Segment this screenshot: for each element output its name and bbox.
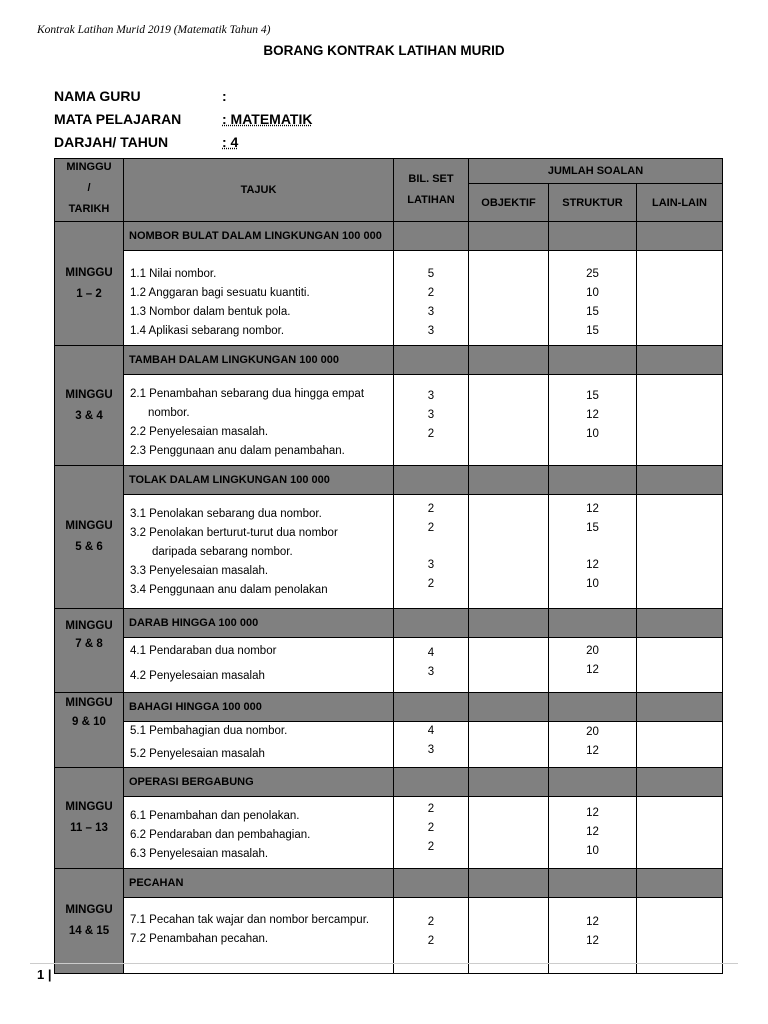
meta-label: DARJAH/ TAHUN — [54, 134, 169, 150]
week-label: MINGGU — [65, 388, 113, 401]
struktur-value: 12 — [586, 409, 599, 421]
struktur-value: 12 — [586, 826, 599, 838]
struktur-value: 12 — [586, 916, 599, 928]
section-body-row — [55, 495, 723, 609]
bil-set-value: 2 — [427, 916, 435, 928]
list-item: 6.3 Penyelesaian masalah. — [130, 848, 269, 860]
bil-set-value: 2 — [427, 822, 435, 834]
bil-set-value: 2 — [427, 935, 435, 947]
struktur-value: 15 — [586, 306, 599, 318]
bil-set-value: 2 — [427, 503, 435, 515]
struktur-value: 15 — [586, 522, 599, 534]
struktur-value: 10 — [586, 845, 599, 857]
bil-set-value: 3 — [427, 325, 435, 337]
objektif-cell — [469, 495, 549, 609]
objektif-cell — [469, 375, 549, 466]
list-item: 3.4 Penggunaan anu dalam penolakan — [130, 584, 328, 596]
struktur-value: 25 — [586, 268, 599, 280]
objektif-cell — [469, 722, 549, 768]
section-header-row — [55, 768, 723, 797]
contract-table — [54, 158, 723, 974]
struktur-values — [549, 495, 637, 609]
section-body-row — [55, 375, 723, 466]
list-item: 1.2 Anggaran bagi sesuatu kuantiti. — [130, 287, 310, 299]
section-body-row — [55, 797, 723, 869]
lain-lain-cell — [637, 251, 723, 346]
subtopic-list — [124, 797, 394, 869]
bil-set-value: 2 — [427, 428, 435, 440]
week-range: 7 & 8 — [75, 638, 103, 650]
struktur-values — [549, 251, 637, 346]
week-cell — [55, 609, 124, 693]
topic-title: OPERASI BERGABUNG — [124, 768, 394, 797]
section-header-row — [55, 609, 723, 638]
topic-title: NOMBOR BULAT DALAM LINGKUNGAN 100 000 — [124, 222, 394, 251]
week-range: 11 – 13 — [70, 822, 108, 834]
week-label: MINGGU — [65, 266, 113, 279]
list-item: 2.3 Penggunaan anu dalam penambahan. — [130, 445, 345, 457]
bil-set-value: 3 — [427, 409, 435, 421]
header-minggu: MINGGU — [66, 161, 112, 173]
struktur-value: 10 — [586, 287, 599, 299]
bil-set-value: 3 — [427, 744, 435, 756]
section-header-row — [55, 346, 723, 375]
subtopic-list — [124, 722, 394, 768]
header-jumlah-soalan: JUMLAH SOALAN — [469, 159, 723, 184]
bil-set-value: 2 — [427, 287, 435, 299]
topic-title: TAMBAH DALAM LINGKUNGAN 100 000 — [124, 346, 394, 375]
list-item: 3.2 Penolakan berturut-turut dua nombor — [130, 527, 338, 539]
bil-set-value: 4 — [427, 647, 435, 659]
section-body-row — [55, 251, 723, 346]
list-item: 1.1 Nilai nombor. — [130, 268, 217, 280]
struktur-value: 20 — [586, 726, 599, 738]
struktur-value: 12 — [586, 559, 599, 571]
list-item: 5.2 Penyelesaian masalah — [130, 748, 265, 760]
struktur-value: 15 — [586, 390, 599, 402]
struktur-value: 10 — [586, 578, 599, 590]
list-item: 4.2 Penyelesaian masalah — [130, 670, 265, 682]
bil-set-value: 5 — [427, 268, 435, 280]
week-label: MINGGU — [65, 620, 113, 632]
bil-set-values — [394, 251, 469, 346]
header-lain-lain: LAIN-LAIN — [637, 184, 723, 222]
struktur-value: 12 — [586, 807, 599, 819]
week-cell — [55, 222, 124, 346]
lain-lain-cell — [637, 722, 723, 768]
struktur-values — [549, 375, 637, 466]
list-item: 6.1 Penambahan dan penolakan. — [130, 810, 300, 822]
week-range: 1 – 2 — [76, 287, 102, 300]
header-tarikh: TARIKH — [68, 203, 110, 215]
week-range: 14 & 15 — [68, 925, 110, 937]
lain-lain-cell — [637, 495, 723, 609]
subtopic-list — [124, 251, 394, 346]
lain-lain-cell — [637, 638, 723, 693]
meta-value: : MATEMATIK — [222, 111, 313, 127]
bil-set-values — [394, 495, 469, 609]
meta-value: : 4 — [222, 134, 239, 150]
list-item: 7.2 Penambahan pecahan. — [130, 933, 269, 945]
bil-set-value: 3 — [427, 559, 435, 571]
page-title: BORANG KONTRAK LATIHAN MURID — [263, 43, 505, 58]
list-item: 2.1 Penambahan sebarang dua hingga empat — [130, 388, 365, 400]
footer-divider — [30, 963, 738, 964]
week-label: MINGGU — [65, 520, 113, 532]
objektif-cell — [469, 251, 549, 346]
bil-set-value: 3 — [427, 306, 435, 318]
week-cell — [55, 768, 124, 869]
header-note: Kontrak Latihan Murid 2019 (Matematik Tahun 4) — [37, 24, 271, 36]
week-cell — [55, 693, 124, 768]
bil-set-value: 2 — [427, 522, 435, 534]
section-header-row — [55, 466, 723, 495]
week-range: 5 & 6 — [75, 541, 103, 553]
page-number: 1 | — [37, 967, 52, 982]
section-header-row — [55, 222, 723, 251]
bil-set-value: 2 — [427, 841, 435, 853]
bil-set-values — [394, 375, 469, 466]
objektif-cell — [469, 797, 549, 869]
week-label: MINGGU — [65, 697, 113, 709]
struktur-value: 12 — [586, 745, 599, 757]
week-range: 3 & 4 — [75, 409, 103, 422]
header-struktur: STRUKTUR — [549, 184, 637, 222]
header-slash: / — [87, 182, 91, 194]
bil-set-values — [394, 722, 469, 768]
meta-value: : — [222, 88, 227, 104]
list-item: 5.1 Pembahagian dua nombor. — [130, 725, 288, 737]
meta-label: NAMA GURU — [54, 88, 141, 104]
bil-set-value: 3 — [427, 390, 435, 402]
header-objektif: OBJEKTIF — [469, 184, 549, 222]
list-item: 2.2 Penyelesaian masalah. — [130, 426, 269, 438]
struktur-value: 12 — [586, 664, 599, 676]
week-cell — [55, 869, 124, 974]
meta-label: MATA PELAJARAN — [54, 111, 182, 127]
header-bil-set — [394, 159, 469, 222]
section-body-row — [55, 638, 723, 693]
header-minggu-tarikh — [55, 159, 124, 222]
struktur-value: 20 — [586, 645, 599, 657]
section-header-row — [55, 693, 723, 722]
struktur-values — [549, 638, 637, 693]
struktur-value: 12 — [586, 503, 599, 515]
bil-set-value: 2 — [427, 578, 435, 590]
lain-lain-cell — [637, 797, 723, 869]
struktur-value: 10 — [586, 428, 599, 440]
list-item: 6.2 Pendaraban dan pembahagian. — [130, 829, 311, 841]
week-cell — [55, 346, 124, 466]
bil-set-values — [394, 638, 469, 693]
subtopic-list — [124, 638, 394, 693]
list-item: 3.1 Penolakan sebarang dua nombor. — [130, 508, 322, 520]
subtopic-list — [124, 375, 394, 466]
list-item: 1.4 Aplikasi sebarang nombor. — [130, 325, 285, 337]
week-label: MINGGU — [65, 801, 113, 813]
bil-set-value: 3 — [427, 666, 435, 678]
header-bil-set-line2: LATIHAN — [407, 194, 455, 206]
section-body-row — [55, 722, 723, 768]
header-tajuk: TAJUK — [124, 159, 394, 222]
bil-set-values — [394, 797, 469, 869]
topic-title: BAHAGI HINGGA 100 000 — [124, 693, 394, 722]
objektif-cell — [469, 638, 549, 693]
table-header-row — [55, 159, 723, 184]
bil-set-value: 2 — [427, 803, 435, 815]
struktur-value: 15 — [586, 325, 599, 337]
week-label: MINGGU — [65, 904, 113, 916]
list-item: daripada sebarang nombor. — [152, 546, 293, 558]
topic-title: PECAHAN — [124, 869, 394, 898]
list-item: nombor. — [148, 407, 190, 419]
lain-lain-cell — [637, 375, 723, 466]
topic-title: TOLAK DALAM LINGKUNGAN 100 000 — [124, 466, 394, 495]
week-cell — [55, 466, 124, 609]
struktur-value: 12 — [586, 935, 599, 947]
section-header-row — [55, 869, 723, 898]
bil-set-value: 4 — [427, 725, 435, 737]
struktur-values — [549, 722, 637, 768]
week-range: 9 & 10 — [72, 716, 106, 728]
list-item: 1.3 Nombor dalam bentuk pola. — [130, 306, 291, 318]
struktur-values — [549, 797, 637, 869]
header-bil-set-line1: BIL. SET — [408, 173, 454, 185]
subtopic-list — [124, 495, 394, 609]
topic-title: DARAB HINGGA 100 000 — [124, 609, 394, 638]
list-item: 7.1 Pecahan tak wajar dan nombor bercampur. — [130, 914, 370, 926]
list-item: 3.3 Penyelesaian masalah. — [130, 565, 269, 577]
list-item: 4.1 Pendaraban dua nombor — [130, 645, 277, 657]
